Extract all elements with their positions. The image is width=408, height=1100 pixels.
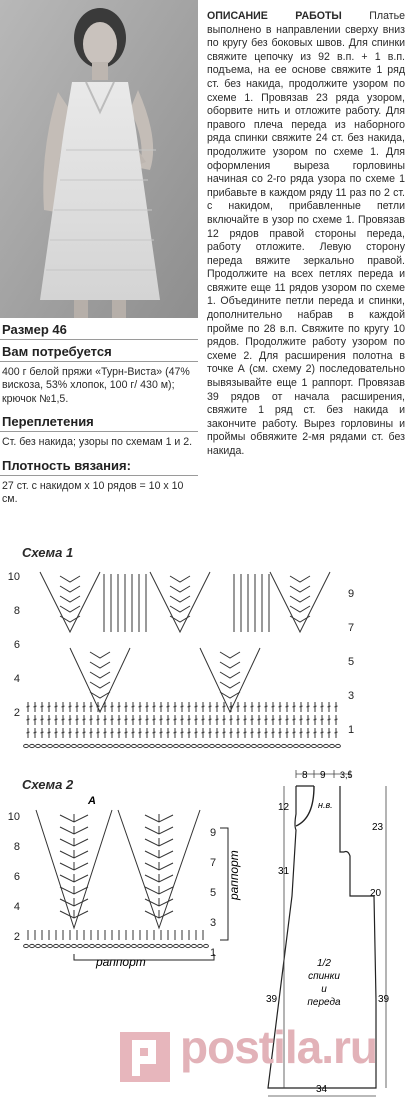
right-dim-3: 39: [378, 994, 390, 1005]
chain-stitch: [66, 744, 71, 747]
dc-stitch-bar: [314, 706, 317, 707]
chain-stitch: [216, 744, 221, 747]
dc-stitch-bar: [321, 732, 324, 733]
dc-stitch-bar: [188, 719, 191, 720]
dc-stitch-bar: [181, 719, 184, 720]
center-label-1: 1/2: [317, 958, 331, 969]
dc-stitch-bar: [97, 719, 100, 720]
dc-stitch-bar: [244, 719, 247, 720]
dc-stitch-bar: [27, 719, 30, 720]
dc-stitch-bar: [167, 732, 170, 733]
chain-stitch: [108, 744, 113, 747]
dc-stitch-bar: [195, 719, 198, 720]
dc-stitch-bar: [230, 732, 233, 733]
dc-stitch-bar: [146, 732, 149, 733]
dc-stitch-bar: [153, 719, 156, 720]
chain-stitch: [300, 744, 305, 747]
dc-stitch-bar: [216, 706, 219, 707]
dc-stitch-bar: [279, 706, 282, 707]
gauge-text: 27 ст. с накидом х 10 рядов = 10 х 10 см.: [2, 479, 184, 506]
chain-stitch: [198, 944, 203, 947]
s1-right-row-0: 9: [348, 588, 355, 600]
dc-stitch-bar: [272, 732, 275, 733]
chain-stitch: [294, 744, 299, 747]
chain-stitch: [318, 744, 323, 747]
watermark-logo: [118, 1030, 172, 1084]
dc-stitch-bar: [48, 706, 51, 707]
fan-stitch: [90, 672, 110, 678]
chain-stitch: [78, 944, 83, 947]
chain-stitch: [102, 744, 107, 747]
chain-stitch: [60, 744, 65, 747]
chain-stitch: [60, 944, 65, 947]
stitches-text: Ст. без накида; узоры по схемам 1 и 2.: [2, 436, 193, 449]
fan-stitch: [60, 606, 80, 612]
dc-stitch-bar: [321, 719, 324, 720]
dc-stitch-bar: [272, 706, 275, 707]
chain-stitch: [138, 944, 143, 947]
description-title: ОПИСАНИЕ РАБОТЫ: [207, 10, 342, 22]
chain-stitch: [210, 744, 215, 747]
dc-stitch-bar: [244, 706, 247, 707]
dc-stitch-bar: [83, 706, 86, 707]
chain-stitch: [174, 744, 179, 747]
dc-stitch-bar: [300, 732, 303, 733]
chain-stitch: [90, 744, 95, 747]
chain-stitch: [204, 944, 209, 947]
chain-stitch: [156, 944, 161, 947]
size-heading: Размер 46: [0, 322, 198, 340]
dc-stitch-bar: [90, 719, 93, 720]
dc-stitch-bar: [69, 732, 72, 733]
model-photo: [0, 0, 198, 318]
chain-stitch: [222, 744, 227, 747]
chain-stitch: [228, 744, 233, 747]
dc-stitch-bar: [153, 732, 156, 733]
dc-stitch-bar: [181, 732, 184, 733]
dc-stitch-bar: [62, 719, 65, 720]
dc-stitch-bar: [160, 719, 163, 720]
dc-stitch-bar: [237, 719, 240, 720]
dc-stitch-bar: [195, 732, 198, 733]
dc-stitch-bar: [27, 732, 30, 733]
dc-stitch-bar: [132, 732, 135, 733]
dc-stitch-bar: [188, 706, 191, 707]
dc-stitch-bar: [174, 732, 177, 733]
dc-stitch-bar: [125, 706, 128, 707]
chain-stitch: [66, 944, 71, 947]
dc-stitch-bar: [139, 706, 142, 707]
fan-stitch: [170, 586, 190, 592]
dc-stitch-bar: [111, 732, 114, 733]
chain-stitch: [204, 744, 209, 747]
dc-stitch-bar: [209, 719, 212, 720]
s2-right-row-2: 5: [210, 887, 217, 899]
fan-stitch: [290, 576, 310, 582]
s1-right-row-3: 3: [348, 690, 355, 702]
chain-stitch: [120, 744, 125, 747]
chain-stitch: [90, 944, 95, 947]
chain-stitch: [156, 744, 161, 747]
chain-stitch: [84, 944, 89, 947]
dc-stitch-bar: [265, 719, 268, 720]
left-dim-3: 39: [266, 994, 278, 1005]
dc-stitch-bar: [279, 732, 282, 733]
bottom-dim: 34: [316, 1084, 328, 1095]
chain-stitch: [306, 744, 311, 747]
dc-stitch-bar: [55, 706, 58, 707]
scheme2-title: Схема 2: [22, 777, 74, 792]
chain-stitch: [258, 744, 263, 747]
left-dim-1: 12: [278, 802, 290, 813]
dc-stitch-bar: [251, 719, 254, 720]
top-dim-3: 3,5: [340, 770, 353, 780]
chain-stitch: [234, 744, 239, 747]
dc-stitch-bar: [335, 719, 338, 720]
dc-stitch-bar: [132, 706, 135, 707]
chain-stitch: [162, 944, 167, 947]
dc-stitch-bar: [202, 732, 205, 733]
s2-left-row-0: 10: [7, 811, 20, 823]
chain-stitch: [180, 744, 185, 747]
fan-stitch: [290, 586, 310, 592]
s2-left-row-2: 6: [13, 871, 20, 883]
dc-stitch-bar: [34, 719, 37, 720]
fan-stitch: [290, 596, 310, 602]
s2-left-row-3: 4: [13, 901, 20, 913]
dc-stitch-bar: [55, 719, 58, 720]
s1-right-row-4: 1: [348, 724, 355, 736]
dc-stitch-bar: [202, 719, 205, 720]
dc-stitch-bar: [286, 719, 289, 720]
chain-stitch: [276, 744, 281, 747]
watermark-text: postila.ru: [180, 1021, 378, 1073]
left-dim-2: 31: [278, 866, 290, 877]
dc-stitch-bar: [48, 732, 51, 733]
chain-stitch: [288, 744, 293, 747]
dc-stitch-bar: [125, 719, 128, 720]
scheme2-chart: [0, 790, 250, 970]
fan-stitch: [60, 576, 80, 582]
chain-stitch: [96, 744, 101, 747]
dc-stitch-bar: [83, 732, 86, 733]
chain-stitch: [150, 744, 155, 747]
stitches-heading: Переплетения: [0, 414, 198, 432]
chain-stitch: [42, 944, 47, 947]
s1-left-row-4: 2: [13, 707, 20, 719]
chain-stitch: [54, 944, 59, 947]
dc-stitch-bar: [139, 719, 142, 720]
chain-stitch: [282, 744, 287, 747]
point-a-label: A: [88, 795, 96, 807]
neck-label: н.в.: [318, 800, 333, 810]
dc-stitch-bar: [153, 706, 156, 707]
dc-stitch-bar: [230, 719, 233, 720]
dc-stitch-bar: [314, 732, 317, 733]
dc-stitch-bar: [146, 719, 149, 720]
s2-right-row-1: 7: [210, 857, 217, 869]
dc-stitch-bar: [34, 732, 37, 733]
dc-stitch-bar: [118, 732, 121, 733]
dc-stitch-bar: [202, 706, 205, 707]
fan-stitch: [60, 586, 80, 592]
chain-stitch: [168, 744, 173, 747]
dc-stitch-bar: [55, 732, 58, 733]
fan-stitch: [170, 606, 190, 612]
dc-stitch-bar: [265, 732, 268, 733]
chain-stitch: [114, 944, 119, 947]
chain-stitch: [48, 944, 53, 947]
chain-stitch: [84, 744, 89, 747]
dc-stitch-bar: [62, 732, 65, 733]
dc-stitch-bar: [237, 732, 240, 733]
dc-stitch-bar: [223, 719, 226, 720]
chain-stitch: [252, 744, 257, 747]
dc-stitch-bar: [216, 732, 219, 733]
center-label-2: спинки: [308, 971, 340, 982]
right-dim-1: 23: [372, 822, 384, 833]
dc-stitch-bar: [90, 706, 93, 707]
dc-stitch-bar: [90, 732, 93, 733]
dc-stitch-bar: [300, 719, 303, 720]
gauge-heading: Плотность вязания:: [0, 458, 198, 476]
dc-stitch-bar: [181, 706, 184, 707]
dc-stitch-bar: [132, 719, 135, 720]
s2-left-row-1: 8: [13, 841, 20, 853]
dc-stitch-bar: [62, 706, 65, 707]
chain-stitch: [186, 744, 191, 747]
dc-stitch-bar: [111, 719, 114, 720]
dc-stitch-bar: [307, 719, 310, 720]
chain-stitch: [114, 744, 119, 747]
dc-stitch-bar: [104, 706, 107, 707]
chain-stitch: [144, 944, 149, 947]
dc-stitch-bar: [160, 706, 163, 707]
chain-stitch: [324, 744, 329, 747]
description-text: Платье выполнено в направлении сверху вниз по кругу без боковых швов. Для спинки свяжите цепочку из 92 в.п. + 1 в.п. подъема, на ее основе свяжите 1 ряд ст. без накида, продолжите узором по схеме 1. Провязав 23 ряда узором, оборвите нить и отложите работу. Для правого плеча переда из наборного ряда спинки свяжите 24 ст. без накида, продолжите узором по схеме 1. Для оформления выреза горловины начиная со 2-го ряда узора по схеме 1 прибавьте в каждом ряду 11 раз по 2 ст. с накидом, прибавленные петли включайте в узор по схеме 1. Провязав 12 рядов правой стороны переда, работу отложите. Левую сторону переда вяжите зеркально правой. Продолжите на всех петлях переда и свяжите еще 11 рядов узором по схеме 1. Объедините петли переда и спинки, дополнительно набрав в каждой пройме по 28 в.п. Свяжите по кругу 10 рядов. Продолжите работу узором по схеме 2. Для расширения полотна в точке А (см. схему 2) последовательно вывязывайте еще 1 раппорт. Провязав 39 рядов от начала расширения, свяжите 1 ряд ст. без накида и закончите работу. Вырез горловины и проймы обвяжите 2-мя рядами ст. без накида.: [207, 10, 405, 457]
dc-stitch-bar: [41, 706, 44, 707]
dc-stitch-bar: [146, 706, 149, 707]
s2-right-row-4: 1: [210, 947, 217, 959]
dc-stitch-bar: [237, 706, 240, 707]
dc-stitch-bar: [83, 719, 86, 720]
chain-stitch: [36, 944, 41, 947]
dc-stitch-bar: [251, 706, 254, 707]
s1-left-row-2: 6: [13, 639, 20, 651]
chain-stitch: [312, 744, 317, 747]
fan-stitch: [170, 576, 190, 582]
dc-stitch-bar: [97, 732, 100, 733]
s1-left-row-1: 8: [13, 605, 20, 617]
chain-stitch: [36, 744, 41, 747]
materials-text: 400 г белой пряжи «Турн-Виста» (47% вискоза, 53% хлопок, 100 г/ 430 м); крючок №1,5.: [2, 366, 190, 405]
fan-stitch: [220, 662, 240, 668]
dc-stitch-bar: [335, 732, 338, 733]
dc-stitch-bar: [328, 719, 331, 720]
fan-stitch: [220, 682, 240, 688]
chain-stitch: [30, 744, 35, 747]
dc-stitch-bar: [216, 719, 219, 720]
chain-stitch: [30, 944, 35, 947]
dc-stitch-bar: [27, 706, 30, 707]
chain-stitch: [138, 744, 143, 747]
dc-stitch-bar: [160, 732, 163, 733]
chain-stitch: [192, 744, 197, 747]
dc-stitch-bar: [258, 706, 261, 707]
dc-stitch-bar: [41, 732, 44, 733]
dc-stitch-bar: [69, 719, 72, 720]
dc-stitch-bar: [125, 732, 128, 733]
dc-stitch-bar: [188, 732, 191, 733]
fan-stitch: [220, 672, 240, 678]
dc-stitch-bar: [209, 706, 212, 707]
fan-stitch: [170, 596, 190, 602]
dc-stitch-bar: [167, 706, 170, 707]
dc-stitch-bar: [286, 706, 289, 707]
chain-stitch: [150, 944, 155, 947]
dc-stitch-bar: [328, 732, 331, 733]
dc-stitch-bar: [76, 706, 79, 707]
chain-stitch: [48, 744, 53, 747]
chain-stitch: [132, 744, 137, 747]
dc-stitch-bar: [174, 706, 177, 707]
dc-stitch-bar: [118, 719, 121, 720]
rapport-vertical-label: раппорт: [227, 850, 241, 900]
chain-stitch: [96, 944, 101, 947]
fan-stitch: [220, 652, 240, 658]
dc-stitch-bar: [258, 719, 261, 720]
dc-stitch-bar: [265, 706, 268, 707]
dc-stitch-bar: [223, 706, 226, 707]
right-dim-2: 20: [370, 888, 382, 899]
dc-stitch-bar: [209, 732, 212, 733]
dc-stitch-bar: [279, 719, 282, 720]
chain-stitch: [24, 744, 29, 747]
center-label-3: и: [321, 984, 327, 995]
chain-stitch: [330, 744, 335, 747]
dc-stitch-bar: [244, 732, 247, 733]
dc-stitch-bar: [34, 706, 37, 707]
chain-stitch: [72, 944, 77, 947]
dc-stitch-bar: [76, 732, 79, 733]
dc-stitch-bar: [272, 719, 275, 720]
dc-stitch-bar: [223, 732, 226, 733]
chain-stitch: [108, 944, 113, 947]
dc-stitch-bar: [286, 732, 289, 733]
scheme1-title: Схема 1: [22, 545, 74, 560]
scheme1-chart: [0, 562, 408, 758]
dc-stitch-bar: [118, 706, 121, 707]
s1-right-row-2: 5: [348, 656, 355, 668]
chain-stitch: [336, 744, 341, 747]
chain-stitch: [174, 944, 179, 947]
chain-stitch: [264, 744, 269, 747]
s2-left-row-4: 2: [13, 931, 20, 943]
dc-stitch-bar: [111, 706, 114, 707]
chain-stitch: [246, 744, 251, 747]
dc-stitch-bar: [104, 719, 107, 720]
chain-stitch: [168, 944, 173, 947]
chain-stitch: [162, 744, 167, 747]
chain-stitch: [192, 944, 197, 947]
chain-stitch: [72, 744, 77, 747]
dc-stitch-bar: [314, 719, 317, 720]
dc-stitch-bar: [258, 732, 261, 733]
dc-stitch-bar: [321, 706, 324, 707]
dc-stitch-bar: [167, 719, 170, 720]
dc-stitch-bar: [300, 706, 303, 707]
dc-stitch-bar: [328, 706, 331, 707]
chain-stitch: [180, 944, 185, 947]
dc-stitch-bar: [174, 719, 177, 720]
dc-stitch-bar: [41, 719, 44, 720]
s1-left-row-0: 10: [7, 571, 20, 583]
dc-stitch-bar: [104, 732, 107, 733]
s2-right-row-3: 3: [210, 917, 217, 929]
dc-stitch-bar: [293, 732, 296, 733]
dc-stitch-bar: [195, 706, 198, 707]
chain-stitch: [78, 744, 83, 747]
chain-stitch: [270, 744, 275, 747]
description: [207, 10, 405, 459]
center-label-4: переда: [307, 997, 341, 1008]
chain-stitch: [186, 944, 191, 947]
chain-stitch: [144, 744, 149, 747]
chain-stitch: [126, 744, 131, 747]
fan-stitch: [60, 596, 80, 602]
chain-stitch: [132, 944, 137, 947]
rapport-horizontal-label: раппорт: [96, 955, 146, 969]
chain-stitch: [42, 744, 47, 747]
dc-stitch-bar: [307, 706, 310, 707]
chain-stitch: [198, 744, 203, 747]
dc-stitch-bar: [293, 719, 296, 720]
chain-stitch: [24, 944, 29, 947]
dc-stitch-bar: [293, 706, 296, 707]
dc-stitch-bar: [48, 719, 51, 720]
fan-stitch: [90, 652, 110, 658]
s1-right-row-1: 7: [348, 622, 355, 634]
fan-stitch: [90, 682, 110, 688]
fan-stitch: [90, 662, 110, 668]
dc-stitch-bar: [307, 732, 310, 733]
top-dim-1: 8: [302, 770, 308, 781]
chain-stitch: [102, 944, 107, 947]
chain-stitch: [126, 944, 131, 947]
chain-stitch: [240, 744, 245, 747]
dc-stitch-bar: [251, 732, 254, 733]
dc-stitch-bar: [76, 719, 79, 720]
dc-stitch-bar: [69, 706, 72, 707]
dc-stitch-bar: [335, 706, 338, 707]
top-dim-2: 9: [320, 770, 326, 781]
fan-stitch: [290, 606, 310, 612]
dc-stitch-bar: [139, 732, 142, 733]
chain-stitch: [54, 744, 59, 747]
materials-heading: Вам потребуется: [0, 344, 198, 362]
s1-left-row-3: 4: [13, 673, 20, 685]
s2-right-row-0: 9: [210, 827, 217, 839]
chain-stitch: [120, 944, 125, 947]
